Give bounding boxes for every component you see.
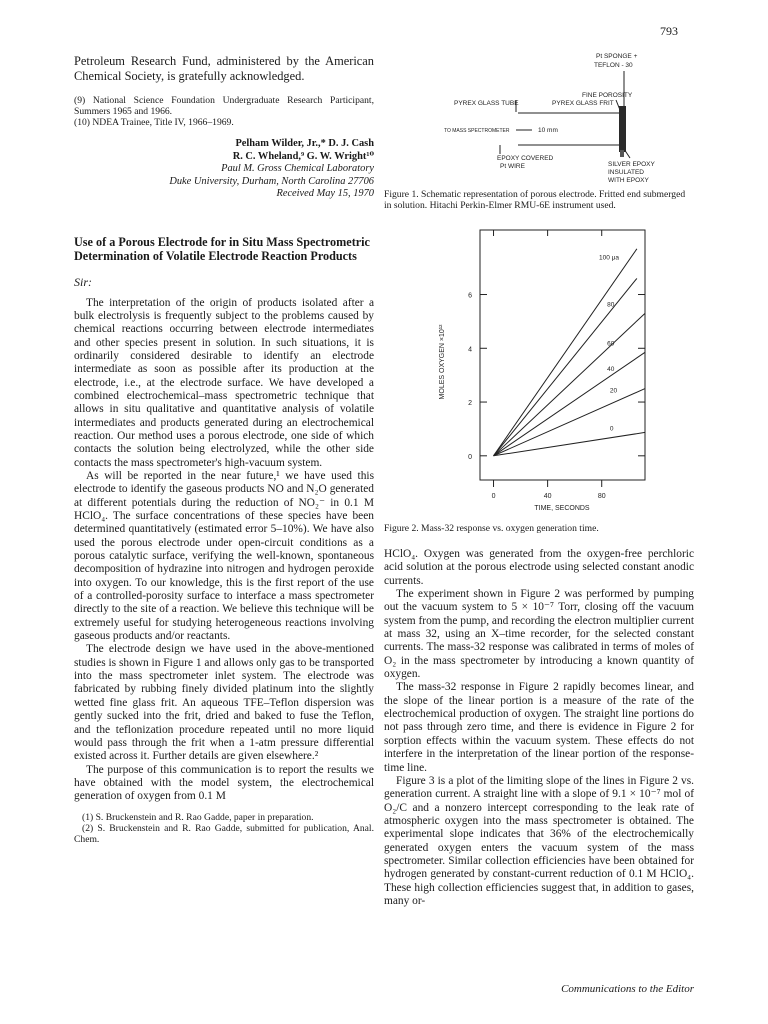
- chart-series-line-100: [494, 249, 637, 456]
- chart-series-line-60: [494, 313, 645, 455]
- chart-series-label-40: 40: [607, 366, 615, 374]
- author-block: [74, 138, 374, 201]
- chart-series-label-0: 0: [609, 425, 614, 433]
- paragraph-3: The electrode design we have used in the above-mentioned studies is shown in Figure 1 and allows only gas to be transported into the mass spectrometer inlet system. The electrode was fabricated by rubbing finely divided platinum into the slightly wetted fine glass frit. An aqueous TFE–Teflon dispersion was gently sucked into the frit, dried and baked to fuse the Teflon, and the teflonization procedure repeated until no more liquid would pass through the frit when a 1-atm pressure differential existed across it. Further details are given elsewhere.²: [74, 643, 374, 763]
- fig1-label-insulated: INSULATED: [608, 169, 644, 176]
- institution: Paul M. Gross Chemical Laboratory: [221, 163, 374, 174]
- fig1-label-pyrex-tube: PYREX GLASS TUBE: [454, 100, 519, 107]
- chart-y-axis-label: MOLES OXYGEN ×10¹²: [439, 324, 446, 400]
- authors-line-1: Pelham Wilder, Jr.,* D. J. Cash: [235, 138, 374, 149]
- article-title: Use of a Porous Electrode for in Situ Mass Spectrometric Determination of Volatile Electrode Reaction Products: [74, 234, 370, 263]
- acknowledgment: Petroleum Research Fund, administered by the American Chemical Society, is gratefully acknowledged.: [74, 54, 374, 83]
- chart-x-tick-label-0: 0: [491, 493, 496, 500]
- right-paragraph-1: HClO₄. Oxygen was generated from the oxygen-free perchloric acid solution at the porous electrode using selected constant anodic currents.: [384, 548, 694, 587]
- page-number: 793: [660, 24, 678, 38]
- fig1-label-fine-porosity: FINE POROSITY: [582, 92, 633, 99]
- chart-x-axis-label: TIME, SECONDS: [534, 505, 590, 512]
- fig1-label-silver-epoxy: SILVER EPOXY: [608, 161, 655, 168]
- figure-2-caption: Figure 2. Mass-32 response vs. oxygen generation time.: [384, 523, 599, 534]
- figure-1-caption: Figure 1. Schematic representation of porous electrode. Fritted end submerged in solution. Hitachi Perkin-Elmer RMU-6E instrument used.: [384, 189, 686, 211]
- fig1-frit-body: [619, 106, 626, 152]
- paragraph-4: The purpose of this communication is to report the results we have obtained with the model system, the electrochemical generation of oxygen from 0.1 M: [74, 763, 374, 803]
- fig1-label-epoxy-covered: EPOXY COVERED: [497, 155, 554, 162]
- figure-1-diagram: [410, 46, 680, 188]
- fig1-label-pt-wire: Pt WIRE: [500, 163, 525, 170]
- chart-y-tick-label-2: 2: [468, 400, 472, 408]
- reference-1: (1) S. Bruckenstein and R. Rao Gadde, paper in preparation.: [82, 811, 314, 823]
- chart-series-label-20: 20: [609, 387, 618, 395]
- footnote-9: (9) National Science Foundation Undergraduate Research Participant, Summers 1965 and 1966.: [74, 95, 374, 117]
- fig1-label-to-ms: TO MASS SPECTROMETER: [444, 128, 510, 134]
- fig1-label-pyrex-frit: PYREX GLASS FRIT: [552, 100, 614, 107]
- reference-2: (2) S. Bruckenstein and R. Rao Gadde, submitted for publication, Anal. Chem.: [74, 822, 374, 845]
- fig1-label-teflon: TEFLON - 30: [594, 62, 633, 69]
- left-column: [74, 54, 374, 845]
- footer-running-title: Communications to the Editor: [561, 983, 694, 995]
- fig1-label-10mm: 10 mm: [538, 127, 558, 134]
- fig1-label-with-epoxy: WITH EPOXY: [608, 177, 649, 184]
- right-paragraph-2: The experiment shown in Figure 2 was performed by pumping out the vacuum system to 5 × 10⁻⁷ Torr, closing off the vacuum system from the pump, and recording the electron multiplier current at mass 32, using an X–time recorder, for the selected constant currents. The mass-32 response was calibrated in terms of moles of O₂ in the mass spectrometer by introducing a known quantity of oxygen.: [384, 588, 694, 681]
- chart-series-label-80: 80: [607, 301, 615, 309]
- paragraph-2: As will be reported in the near future,¹ we have used this electrode to identify the gaseous products NO and N₂O generated at different potentials during the reduction of NO₂⁻ in 0.1 M HClO₄. The surface concentrations of these species have been determined quantitatively (estimated error 5–10%). We have also used the porous electrode under open-circuit conditions as a porous catalytic surface, verifying the well-known, spontaneous decomposition of hydrazine into nitrogen and hydrogen peroxide into oxygen. To our knowledge, this is the first report of the use of a controlled-porosity surface to interface a mass spectrometer directly to the site of a reaction. We believe this technique will be extremely useful for studying heterogeneous reactions involving gaseous products and/or reactants.: [74, 469, 374, 643]
- chart-series-line-80: [494, 278, 637, 455]
- authors-line-2: R. C. Wheland,⁹ G. W. Wright¹⁰: [232, 150, 374, 162]
- chart-series-line-0: [494, 432, 645, 455]
- figure-2-chart: [420, 222, 670, 518]
- fig1-label-sponge: Pt SPONGE +: [596, 53, 638, 60]
- university: Duke University, Durham, North Carolina 27706: [169, 175, 374, 187]
- chart-x-tick-label-40: 40: [543, 493, 552, 500]
- footnote-10: (10) NDEA Trainee, Title IV, 1966–1969.: [74, 117, 234, 128]
- right-paragraph-3: The mass-32 response in Figure 2 rapidly becomes linear, and the slope of the linear portion is a measure of the rate of the electrochemical production of oxygen. The straight line portions do not pass through zero time, and there is evidence in Figure 2 for sorption effects within the vacuum system. These effects do not interfere in the interpretation of the linear portion of the response-time line.: [384, 681, 694, 774]
- received-date: Received May 15, 1970: [276, 188, 374, 199]
- paragraph-1: The interpretation of the origin of products isolated after a bulk electrolysis is frequently subject to the problems caused by chemical reactions occurring between electrode intermediates and other species present in solution. In such situations, it is ordinarily considered desirable to identify an electrode intermediate as soon as possible after its production at the electrode, i.e., at the electrode surface. We have developed a combined electrochemical–mass spectrometric technique that allows in situ qualitative and quantitative analysis of volatile intermediates and products generated during an electrochemical reaction. Our method uses a porous electrode, one side of which contacts the solution being electrolyzed, while the other side contacts the mass spectrometer's high-vacuum system.: [74, 296, 374, 469]
- chart-series-label-100: 100 μa: [599, 254, 620, 262]
- chart-y-tick-label-6: 6: [468, 292, 472, 300]
- chart-x-tick-label-80: 80: [597, 493, 606, 500]
- fig1-epoxy-seal: [620, 150, 624, 157]
- chart-y-tick-label-0: 0: [468, 453, 472, 461]
- chart-y-tick-label-4: 4: [468, 346, 472, 354]
- right-column: [384, 548, 694, 908]
- author-footnotes: [74, 95, 374, 128]
- references: [74, 812, 374, 845]
- salutation: Sir:: [74, 274, 92, 289]
- chart-series-label-60: 60: [607, 340, 615, 348]
- chart-series-line-40: [494, 352, 645, 455]
- right-paragraph-4: Figure 3 is a plot of the limiting slope of the lines in Figure 2 vs. generation current. A straight line with a slope of 9.1 × 10⁻⁷ mol of O₂/C and a nonzero intercept corresponding to the leak rate of atmospheric oxygen into the mass spectrometer is obtained. The experimental slope indicates that 36% of the electrochemically generated oxygen enters the vacuum system of the mass spectrometer. Similar collection efficiencies have been obtained for hydrogen generated by constant-current reduction of 0.1 M HClO₄. These high collection efficiencies suggest that, in addition to gases, many or-: [384, 774, 694, 907]
